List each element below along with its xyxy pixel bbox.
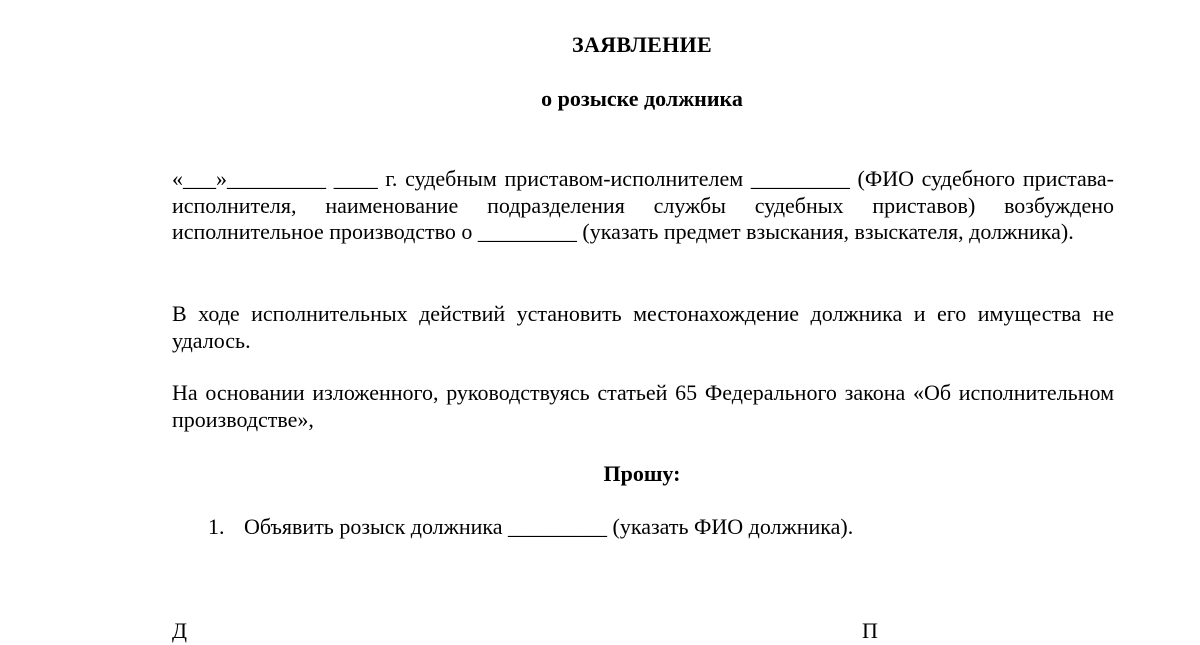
document-title: ЗАЯВЛЕНИЕ [572,32,712,57]
request-item-text: Объявить розыск должника _________ (указать ФИО должника). [244,514,854,539]
request-item-number: 1. [208,514,225,539]
request-list-item [208,513,853,541]
document-subtitle: о розыске должника [541,86,743,111]
request-heading: Прошу: [603,461,681,486]
cut-off-text-right: П [862,618,878,643]
paragraph-legal-basis: На основании изложенного, руководствуясь статьей 65 Федерального закона «Об исполнительном производстве», [172,380,1114,432]
paragraph-search-result: В ходе исполнительных действий установить местонахождение должника и его имущества не удалось. [172,301,1114,353]
paragraph-case-details: «___»_________ ____ г. судебным приставом-исполнителем _________ (ФИО судебного пристава-исполнителя, наименование подразделения службы судебных приставов) возбуждено исполнительное производство о _________ (указать предмет взыскания, взыскателя, должника). [172,166,1114,244]
cut-off-text-left: Д [172,618,188,643]
